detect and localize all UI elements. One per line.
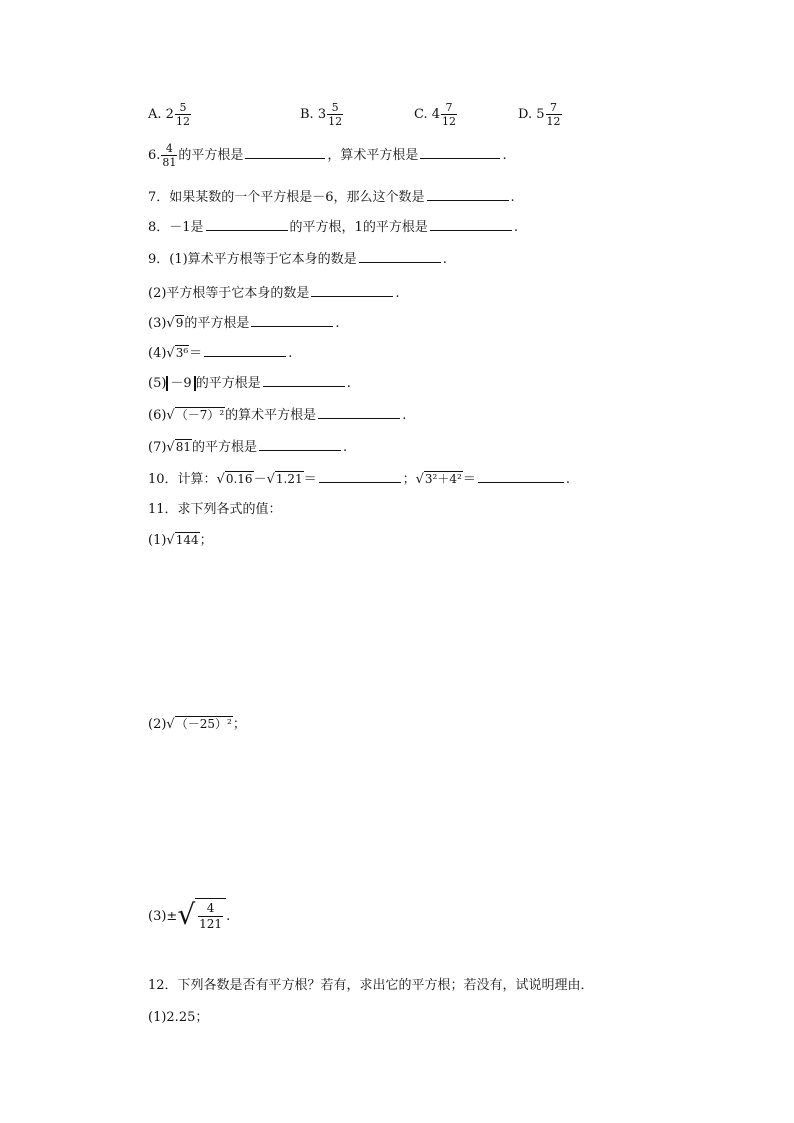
option-b-fraction: $\frac{5}{12}$ xyxy=(328,101,343,128)
square-root: √0.16 xyxy=(216,472,253,487)
square-root: √81 xyxy=(166,440,191,455)
square-root: √3²＋4² xyxy=(415,472,462,487)
question-12-title: 12．下列各数是否有平方根？若有，求出它的平方根；若没有，试说明理由． xyxy=(148,978,594,993)
answer-blank[interactable] xyxy=(430,216,512,231)
answer-blank[interactable] xyxy=(359,248,441,263)
answer-blank[interactable] xyxy=(319,468,401,483)
option-d: D. 5 $\frac{7}{12}$ xyxy=(518,101,561,128)
question-7: 7．如果某数的一个平方根是－6，那么这个数是 . xyxy=(148,186,515,208)
option-a: A. 2 $\frac{5}{12}$ xyxy=(148,101,190,128)
answer-blank[interactable] xyxy=(420,144,500,159)
option-c: C. 4 $\frac{7}{12}$ xyxy=(414,101,457,128)
answer-blank[interactable] xyxy=(478,468,564,483)
question-11-part-2: (2)√（－25）²； xyxy=(148,714,246,735)
square-root: √9 xyxy=(166,316,184,331)
answer-blank[interactable] xyxy=(311,282,393,297)
option-a-fraction: $\frac{5}{12}$ xyxy=(175,101,190,128)
answer-blank[interactable] xyxy=(263,372,345,387)
answer-blank[interactable] xyxy=(259,436,341,451)
square-root: √1.21 xyxy=(266,472,303,487)
question-12-part-1: (1)2.25； xyxy=(148,1010,209,1025)
answer-blank[interactable] xyxy=(318,404,400,419)
square-root: √ $\frac{4}{121}$ xyxy=(177,898,226,935)
question-11-part-1: (1)√144； xyxy=(148,530,213,551)
question-11-title: 11．求下列各式的值： xyxy=(148,502,282,517)
question-9-part-1: 9．(1)算术平方根等于它本身的数是 . xyxy=(148,248,447,270)
question-11-part-3: (3)± √ $\frac{4}{121}$ . xyxy=(148,898,230,935)
square-root: √（－7）² xyxy=(166,408,225,423)
question-9-part-6: (6)√（－7）²的算术平方根是 . xyxy=(148,404,406,426)
square-root: √（－25）² xyxy=(166,717,232,732)
q6-fraction: $\frac{4}{81}$ xyxy=(162,142,177,169)
answer-blank[interactable] xyxy=(206,216,288,231)
question-9-part-7: (7)√81的平方根是 . xyxy=(148,436,347,458)
question-9-part-5: (5) －9 的平方根是 . xyxy=(148,372,351,394)
question-6: 6. $\frac{4}{81}$ 的平方根是 ，算术平方根是 . xyxy=(148,142,507,169)
question-9-part-2: (2)平方根等于它本身的数是 . xyxy=(148,282,400,304)
square-root: √144 xyxy=(166,533,199,548)
absolute-value: －9 xyxy=(166,376,195,391)
question-10: 10．计算：√0.16－√1.21＝ ；√3²＋4²＝ . xyxy=(148,468,570,490)
option-c-fraction: $\frac{7}{12}$ xyxy=(442,101,457,128)
square-root: √3⁶ xyxy=(166,346,189,361)
option-b: B. 3 $\frac{5}{12}$ xyxy=(300,101,343,128)
answer-blank[interactable] xyxy=(245,144,325,159)
answer-blank[interactable] xyxy=(251,312,333,327)
answer-blank[interactable] xyxy=(204,342,286,357)
answer-blank[interactable] xyxy=(427,186,509,201)
question-9-part-3: (3)√9的平方根是 . xyxy=(148,312,340,334)
question-8: 8．－1是 的平方根，1的平方根是 . xyxy=(148,216,518,238)
option-d-fraction: $\frac{7}{12}$ xyxy=(546,101,561,128)
question-9-part-4: (4)√3⁶＝ . xyxy=(148,342,292,364)
